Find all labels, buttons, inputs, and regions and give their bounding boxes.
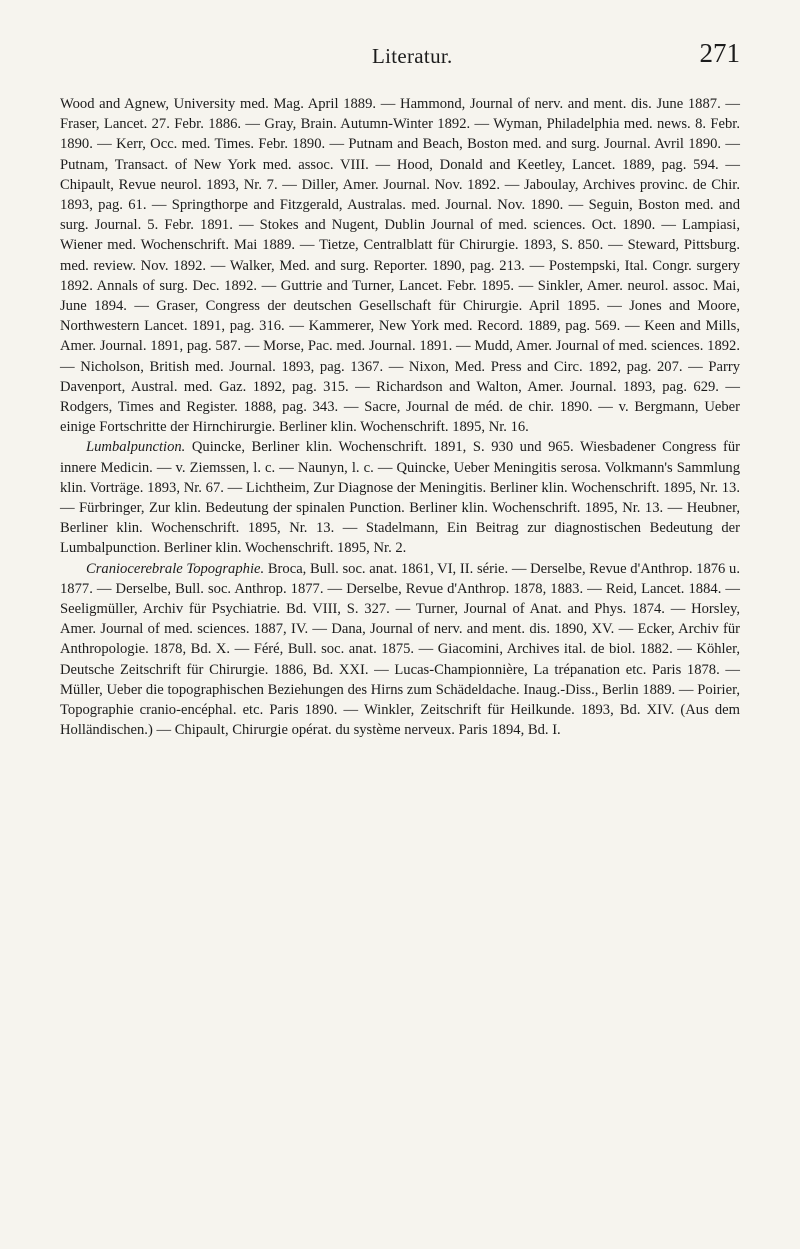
- bibliography-paragraph: [60, 559, 740, 741]
- bibliography-paragraph: [60, 94, 740, 437]
- section-heading: Craniocerebrale Topographie.: [86, 560, 265, 577]
- bibliography-body: [60, 94, 740, 741]
- page-header: [0, 38, 800, 78]
- paragraph-text: Quincke, Berliner klin. Wochenschrift. 1891, S. 930 und 965. Wiesbadener Congress für innere Medicin. — v. Ziemssen, l. c. — Naunyn, l. c. — Quincke, Ueber Meningitis serosa. Volkmann's Sammlung klin. Vorträge. 1893, Nr. 67. — Lichtheim, Zur Diagnose der Meningitis. Berliner klin. Wochenschrift. 1895, Nr. 13. — Fürbringer, Zur klin. Bedeutung der spinalen Punction. Berliner klin. Wochenschrift. 1895, Nr. 13. — Heubner, Berliner klin. Wochenschrift. 1895, Nr. 13. — Stadelmann, Ein Beitrag zur diagnostischen Bedeutung der Lumbalpunction. Berliner klin. Wochenschrift. 1895, Nr. 2.: [60, 439, 740, 557]
- bibliography-paragraph: [60, 437, 740, 558]
- paragraph-text: Wood and Agnew, University med. Mag. April 1889. — Hammond, Journal of nerv. and ment. dis. June 1887. — Fraser, Lancet. 27. Febr. 1886. — Gray, Brain. Autumn-Winter 1892. — Wyman, Philadelphia med. news. 8. Febr. 1890. — Kerr, Occ. med. Times. Febr. 1890. — Putnam and Beach, Boston med. and surg. Journal. Avril 1890. — Putnam, Transact. of New York med. assoc. VIII. — Hood, Donald and Keetley, Lancet. 1889, pag. 594. — Chipault, Revue neurol. 1893, Nr. 7. — Diller, Amer. Journal. Nov. 1892. — Jaboulay, Archives provinc. de Chir. 1893, pag. 61. — Springthorpe and Fitzgerald, Australas. med. Journal. Nov. 1890. — Seguin, Boston med. and surg. Journal. 5. Febr. 1891. — Stokes and Nugent, Dublin Journal of med. sciences. Oct. 1890. — Lampiasi, Wiener med. Wochenschrift. Mai 1889. — Tietze, Centralblatt für Chirurgie. 1893, S. 850. — Steward, Pittsburg. med. review. Nov. 1892. — Walker, Med. and surg. Reporter. 1890, pag. 213. — Postempski, Ital. Congr. surgery 1892. Annals of surg. Dec. 1892. — Guttrie and Turner, Lancet. Febr. 1895. — Sinkler, Amer. neurol. assoc. Mai, June 1894. — Graser, Congress der deutschen Gesellschaft für Chirurgie. April 1895. — Jones and Moore, Northwestern Lancet. 1891, pag. 316. — Kammerer, New York med. Record. 1889, pag. 569. — Keen and Mills, Amer. Journal. 1891, pag. 587. — Morse, Pac. med. Journal. 1891. — Mudd, Amer. Journal of med. sciences. 1892. — Nicholson, British med. Journal. 1893, pag. 1367. — Nixon, Med. Press and Circ. 1892, pag. 207. — Parry Davenport, Austral. med. Gaz. 1892, pag. 315. — Richardson and Walton, Amer. Journal. 1893, pag. 629. — Rodgers, Times and Register. 1888, pag. 343. — Sacre, Journal de méd. de chir. 1890. — v. Bergmann, Ueber einige Fortschritte der Hirnchirurgie. Berliner klin. Wochenschrift. 1895, Nr. 16.: [60, 96, 740, 436]
- section-heading: Lumbalpunction.: [86, 439, 186, 456]
- paragraph-text: Broca, Bull. soc. anat. 1861, VI, II. série. — Derselbe, Revue d'Anthrop. 1876 u. 1877. — Derselbe, Bull. soc. Anthrop. 1877. — Derselbe, Revue d'Anthrop. 1878, 1883. — Reid, Lancet. 1884. — Seeligmüller, Archiv für Psychiatrie. Bd. VIII, S. 327. — Turner, Journal of Anat. and Phys. 1874. — Horsley, Amer. Journal of med. sciences. 1887, IV. — Dana, Journal of nerv. and ment. dis. 1890, XV. — Ecker, Archiv für Anthropologie. 1878, Bd. X. — Féré, Bull. soc. anat. 1875. — Giacomini, Archives ital. de biol. 1882. — Köhler, Deutsche Zeitschrift für Chirurgie. 1886, Bd. XXI. — Lucas-Championnière, La trépanation etc. Paris 1878. — Müller, Ueber die topographischen Beziehungen des Hirns zum Schädeldache. Inaug.-Diss., Berlin 1889. — Poirier, Topographie cranio-encéphal. etc. Paris 1890. — Winkler, Zeitschrift für Heilkunde. 1893, Bd. XIV. (Aus dem Holländischen.) — Chipault, Chirurgie opérat. du système nerveux. Paris 1894, Bd. I.: [60, 560, 740, 739]
- running-title: Literatur.: [372, 44, 453, 68]
- page-number: 271: [699, 38, 740, 68]
